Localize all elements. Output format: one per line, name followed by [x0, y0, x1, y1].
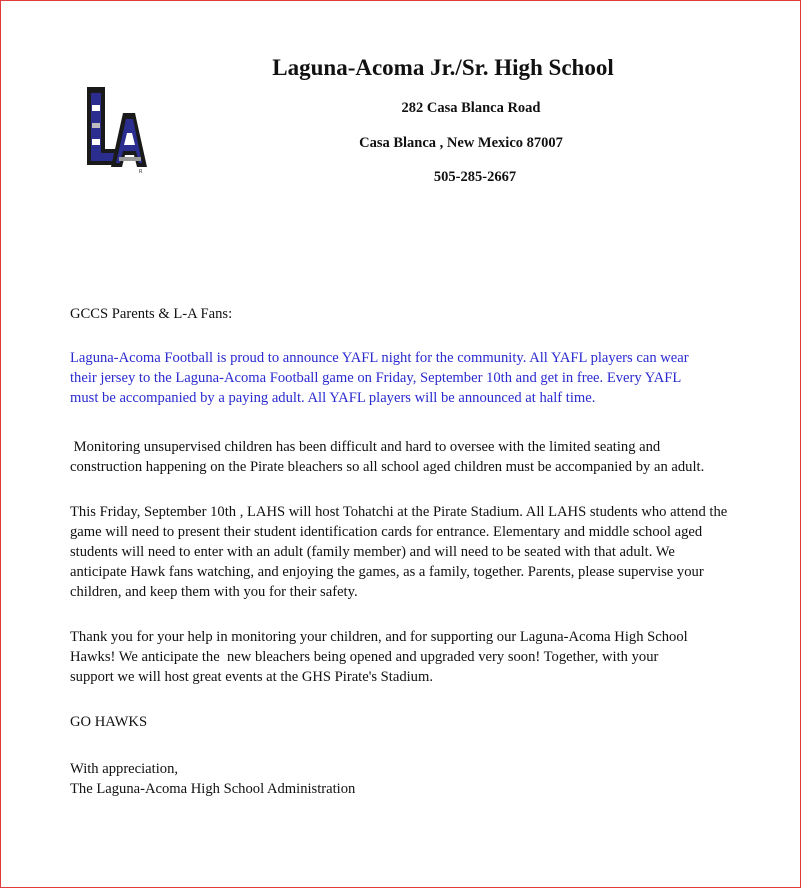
paragraph-line: students will need to enter with an adult (family member) and will need to be seated with that adult. We	[70, 544, 675, 560]
paragraph-line: children, and keep them with you for their safety.	[70, 584, 358, 600]
paragraph-line: Monitoring unsupervised children has been difficult and hard to oversee with the limited seating and	[70, 439, 661, 455]
paragraph-line: construction happening on the Pirate bleachers so all school aged children must be accompanied by an adult.	[70, 459, 705, 475]
address-city: Casa Blanca , New Mexico 87007	[359, 135, 563, 151]
paragraph-line: Hawks! We anticipate the new bleachers being opened and upgraded very soon! Together, with your	[70, 649, 659, 665]
yafl-paragraph	[70, 348, 740, 408]
paragraph-line: anticipate Hawk fans watching, and enjoying the games, as a family, together. Parents, please supervise your	[70, 564, 704, 580]
monitoring-paragraph	[70, 437, 740, 477]
paragraph-line: This Friday, September 10th , LAHS will host Tohatchi at the Pirate Stadium. All LAHS students who attend the	[70, 504, 728, 520]
paragraph-line: Thank you for your help in monitoring your children, and for supporting our Laguna-Acoma High School	[70, 629, 688, 645]
signature: The Laguna-Acoma High School Administration	[70, 781, 356, 797]
school-name: Laguna-Acoma Jr./Sr. High School	[272, 55, 614, 80]
thank-you-paragraph	[70, 627, 740, 687]
closing-salutation: With appreciation,	[70, 761, 179, 777]
address-street: 282 Casa Blanca Road	[401, 100, 541, 116]
paragraph-line: support we will host great events at the GHS Pirate's Stadium.	[70, 669, 433, 685]
greeting: GCCS Parents & L-A Fans:	[70, 306, 233, 322]
svg-text:R: R	[139, 169, 143, 175]
phone-number: 505-285-2667	[433, 169, 517, 185]
paragraph-line: Laguna-Acoma Football is proud to announce YAFL night for the community. All YAFL players can wear	[70, 350, 689, 366]
paragraph-line: must be accompanied by a paying adult. All YAFL players will be announced at half time.	[70, 390, 596, 406]
paragraph-line: their jersey to the Laguna-Acoma Football game on Friday, September 10th and get in free. Every YAFL	[70, 370, 682, 386]
la-logo-icon	[81, 83, 151, 175]
go-hawks: GO HAWKS	[70, 714, 148, 730]
game-info-paragraph	[70, 502, 738, 602]
closing	[70, 759, 740, 799]
paragraph-line: game will need to present their student identification cards for entrance. Elementary and middle school aged	[70, 524, 703, 540]
